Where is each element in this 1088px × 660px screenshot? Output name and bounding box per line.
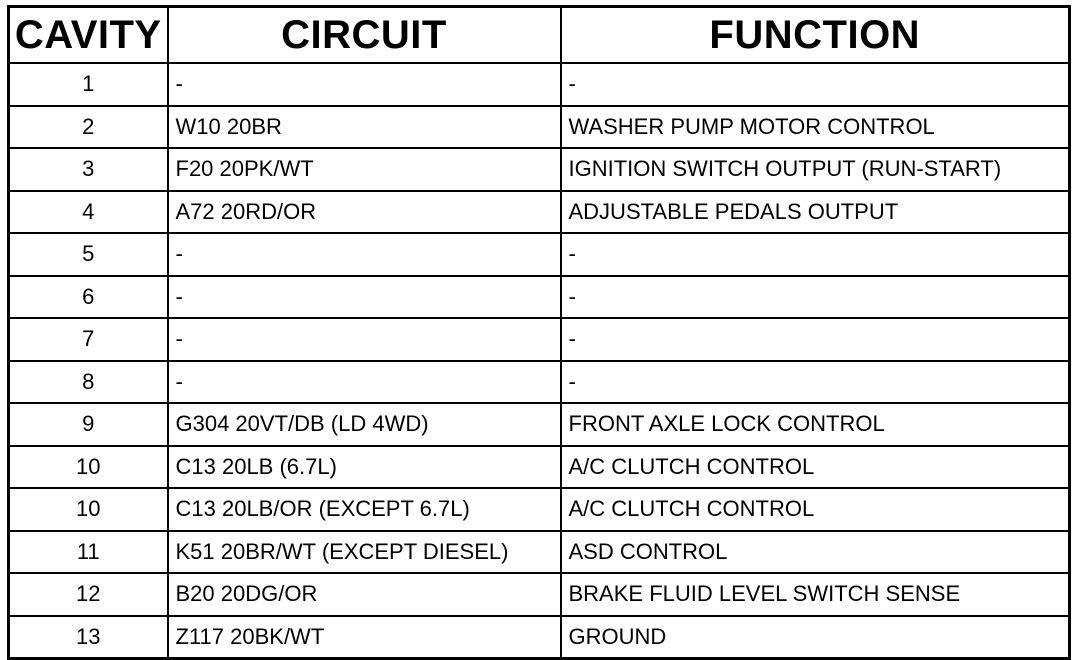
table-row: [9, 318, 1070, 361]
table-row: [9, 106, 1070, 149]
function-cell: WASHER PUMP MOTOR CONTROL: [561, 106, 1070, 149]
cavity-cell: 8: [9, 361, 168, 404]
function-cell: GROUND: [561, 616, 1070, 659]
table-row: [9, 63, 1070, 106]
function-cell: -: [561, 318, 1070, 361]
table-body: [9, 63, 1070, 659]
cavity-cell: 10: [9, 446, 168, 489]
cavity-cell: 10: [9, 488, 168, 531]
header-row: [9, 7, 1070, 64]
function-cell: BRAKE FLUID LEVEL SWITCH SENSE: [561, 573, 1070, 616]
table-row: [9, 616, 1070, 659]
cavity-cell: 1: [9, 63, 168, 106]
function-cell: A/C CLUTCH CONTROL: [561, 446, 1070, 489]
circuit-cell: -: [168, 361, 561, 404]
circuit-cell: C13 20LB/OR (EXCEPT 6.7L): [168, 488, 561, 531]
function-cell: A/C CLUTCH CONTROL: [561, 488, 1070, 531]
header-function: FUNCTION: [561, 7, 1070, 64]
table-row: [9, 446, 1070, 489]
function-cell: FRONT AXLE LOCK CONTROL: [561, 403, 1070, 446]
table-row: [9, 488, 1070, 531]
circuit-cell: Z117 20BK/WT: [168, 616, 561, 659]
table-row: [9, 276, 1070, 319]
function-cell: -: [561, 361, 1070, 404]
cavity-cell: 5: [9, 233, 168, 276]
circuit-cell: G304 20VT/DB (LD 4WD): [168, 403, 561, 446]
cavity-cell: 4: [9, 191, 168, 234]
header-cavity: CAVITY: [9, 7, 168, 64]
cavity-cell: 11: [9, 531, 168, 574]
circuit-cell: C13 20LB (6.7L): [168, 446, 561, 489]
cavity-cell: 9: [9, 403, 168, 446]
cavity-cell: 13: [9, 616, 168, 659]
table-row: [9, 403, 1070, 446]
circuit-cell: F20 20PK/WT: [168, 148, 561, 191]
circuit-cell: B20 20DG/OR: [168, 573, 561, 616]
table-row: [9, 361, 1070, 404]
circuit-cell: -: [168, 276, 561, 319]
function-cell: ADJUSTABLE PEDALS OUTPUT: [561, 191, 1070, 234]
circuit-cell: A72 20RD/OR: [168, 191, 561, 234]
cavity-cell: 6: [9, 276, 168, 319]
circuit-cell: -: [168, 318, 561, 361]
circuit-cell: -: [168, 63, 561, 106]
function-cell: -: [561, 276, 1070, 319]
table-row: [9, 233, 1070, 276]
header-circuit: CIRCUIT: [168, 7, 561, 64]
cavity-cell: 7: [9, 318, 168, 361]
table-row: [9, 531, 1070, 574]
function-cell: ASD CONTROL: [561, 531, 1070, 574]
table-row: [9, 573, 1070, 616]
circuit-cell: K51 20BR/WT (EXCEPT DIESEL): [168, 531, 561, 574]
function-cell: -: [561, 233, 1070, 276]
cavity-cell: 2: [9, 106, 168, 149]
table-row: [9, 148, 1070, 191]
table-header: [9, 7, 1070, 64]
cavity-cell: 12: [9, 573, 168, 616]
pinout-table: [7, 5, 1071, 660]
function-cell: IGNITION SWITCH OUTPUT (RUN-START): [561, 148, 1070, 191]
table-row: [9, 191, 1070, 234]
circuit-cell: W10 20BR: [168, 106, 561, 149]
function-cell: -: [561, 63, 1070, 106]
cavity-cell: 3: [9, 148, 168, 191]
circuit-cell: -: [168, 233, 561, 276]
